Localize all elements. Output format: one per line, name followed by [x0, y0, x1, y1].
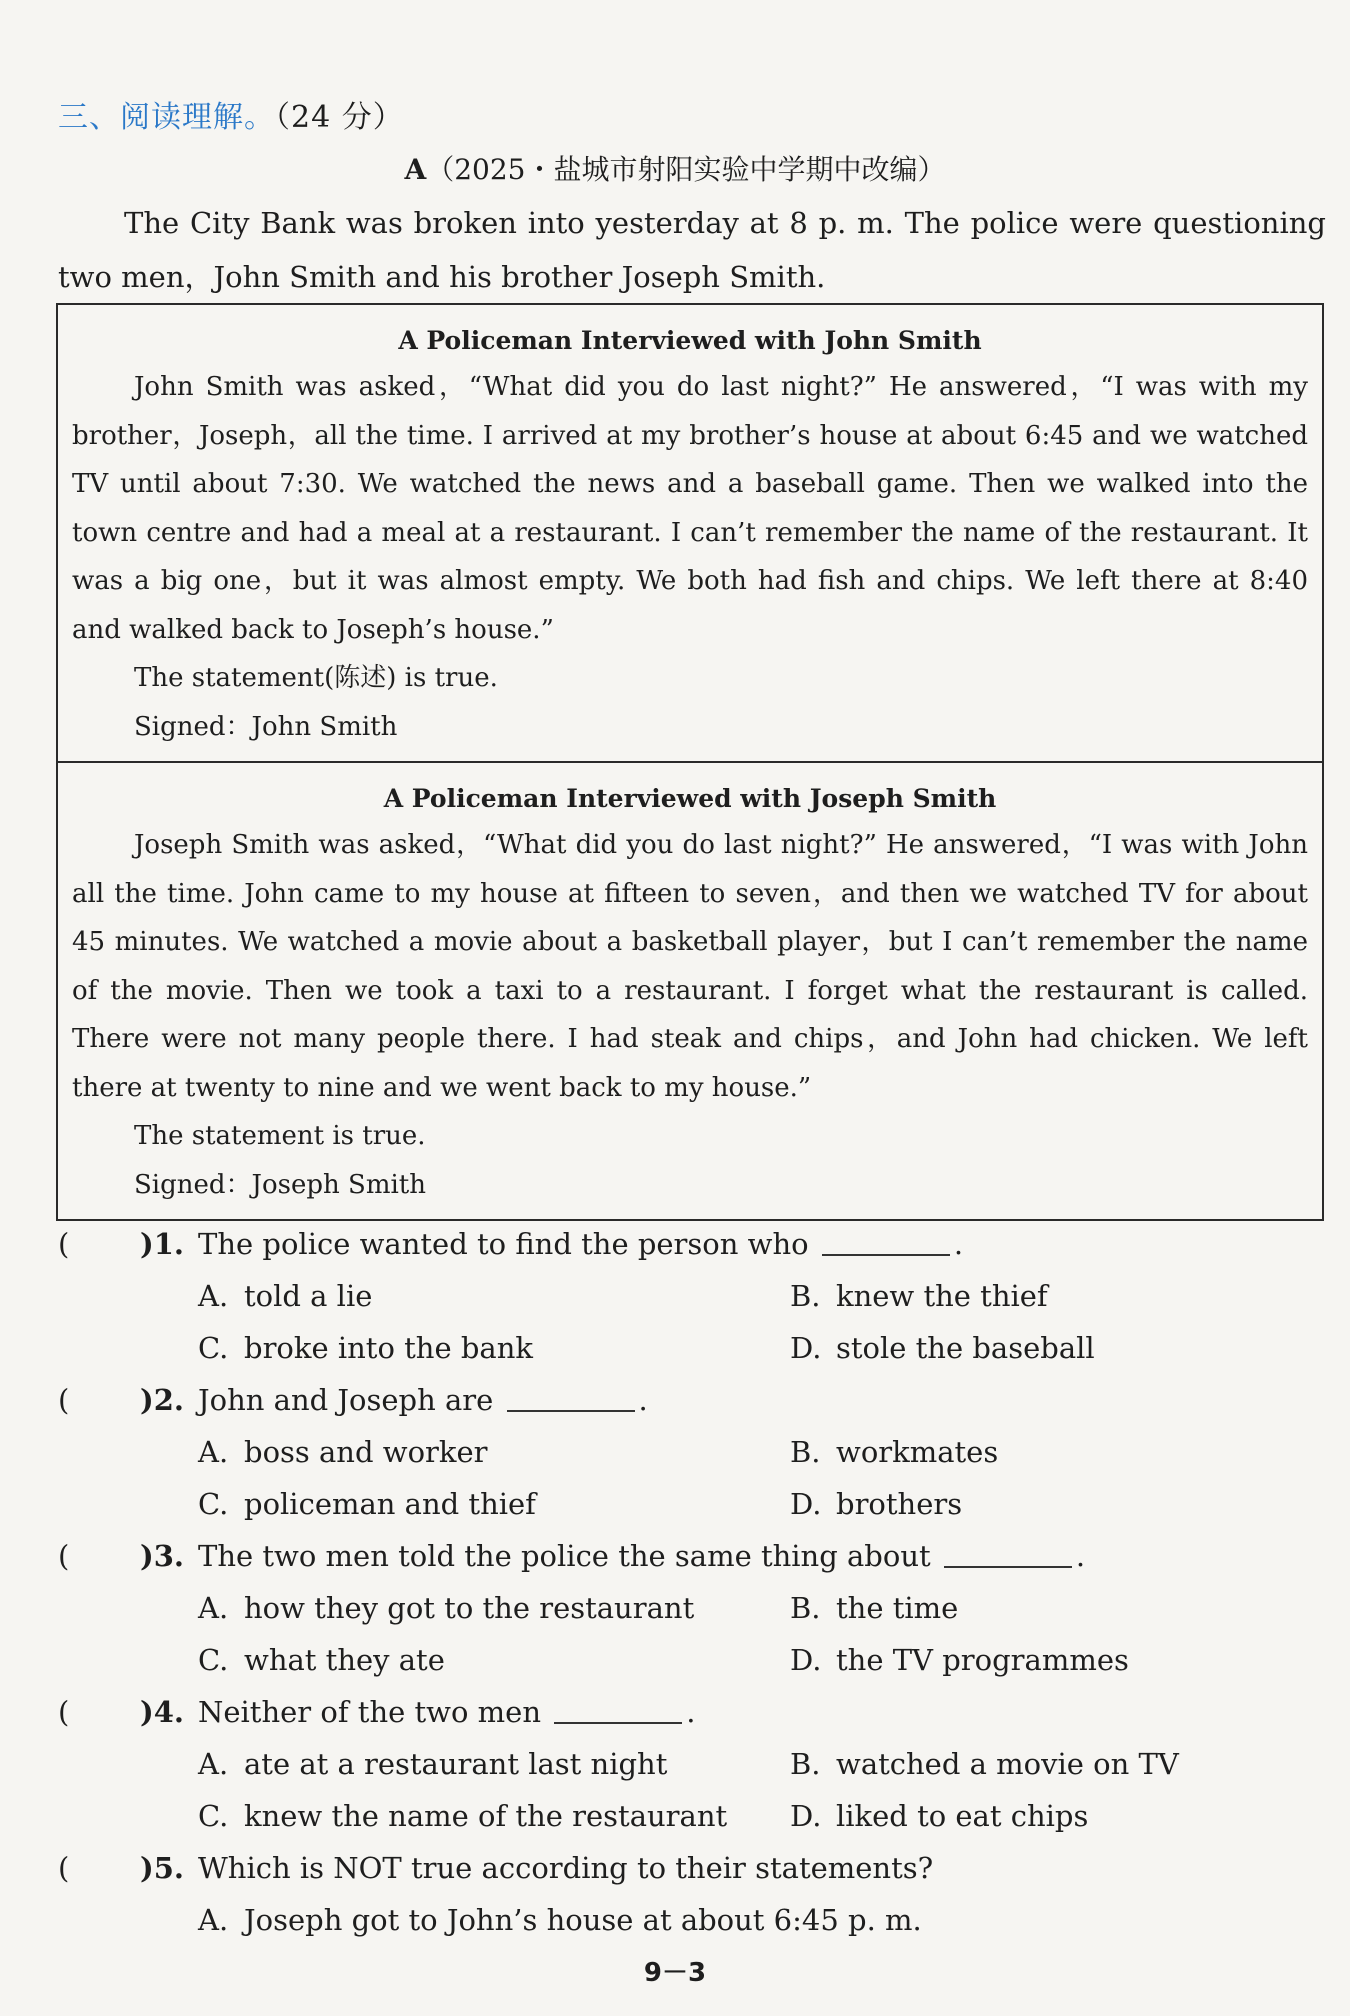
- passage-title: [0, 148, 1350, 188]
- question-number: )5.: [140, 1851, 184, 1885]
- option-a[interactable]: [198, 1270, 372, 1322]
- option-a[interactable]: [198, 1582, 694, 1634]
- options-row: [58, 1322, 1326, 1374]
- option-letter: D.: [790, 1799, 822, 1833]
- option-text: liked to eat chips: [836, 1799, 1089, 1833]
- option-letter: D.: [790, 1487, 822, 1521]
- option-d[interactable]: [790, 1478, 962, 1530]
- answer-blank[interactable]: [507, 1380, 635, 1412]
- section-points: （24 分）: [275, 100, 404, 135]
- option-text: the TV programmes: [836, 1643, 1129, 1677]
- signed-joseph: Signed：Joseph Smith: [134, 1169, 426, 1200]
- option-letter: C.: [198, 1487, 229, 1521]
- option-letter: A.: [198, 1279, 229, 1313]
- interview-title-joseph: A Policeman Interviewed with Joseph Smith: [383, 784, 997, 813]
- option-letter: A.: [198, 1435, 229, 1469]
- options-row: [58, 1738, 1326, 1790]
- option-letter: B.: [790, 1591, 821, 1625]
- option-text: brothers: [836, 1487, 963, 1521]
- passage-intro: [58, 196, 1326, 304]
- option-letter: A.: [198, 1903, 229, 1937]
- option-d[interactable]: [790, 1634, 1129, 1686]
- option-letter: C.: [198, 1799, 229, 1833]
- question-stem: Which is NOT true according to their statements?: [198, 1851, 934, 1885]
- page-number: 9－3: [643, 1958, 707, 1988]
- options-row: [58, 1270, 1326, 1322]
- question-number: )2.: [140, 1383, 184, 1417]
- question-2: [58, 1374, 1326, 1426]
- section-heading-text: 三、阅读理解。: [58, 100, 275, 135]
- answer-blank[interactable]: [944, 1536, 1072, 1568]
- option-b[interactable]: [790, 1270, 1048, 1322]
- option-letter: B.: [790, 1435, 821, 1469]
- option-text: boss and worker: [244, 1435, 488, 1469]
- options-row: [58, 1634, 1326, 1686]
- option-text: broke into the bank: [244, 1331, 533, 1365]
- options-row: [58, 1582, 1326, 1634]
- stem-end: .: [1075, 1539, 1086, 1573]
- interview-box-joseph: [58, 761, 1322, 1219]
- answer-paren[interactable]: (: [58, 1383, 70, 1417]
- question-stem: [198, 1530, 1085, 1582]
- stem-end: .: [638, 1383, 648, 1417]
- option-d[interactable]: [790, 1322, 1095, 1374]
- option-text: workmates: [836, 1435, 999, 1469]
- option-text: knew the thief: [836, 1279, 1048, 1313]
- option-letter: D.: [790, 1643, 822, 1677]
- stem-end: .: [953, 1227, 964, 1261]
- option-a[interactable]: [198, 1738, 667, 1790]
- section-heading: [58, 92, 404, 136]
- option-b[interactable]: [790, 1738, 1179, 1790]
- option-text: watched a movie on TV: [836, 1747, 1179, 1781]
- option-text: how they got to the restaurant: [244, 1591, 695, 1625]
- question-stem: [198, 1218, 963, 1270]
- option-a[interactable]: [198, 1894, 922, 1946]
- option-d[interactable]: [790, 1790, 1088, 1842]
- question-5: [58, 1842, 1326, 1894]
- answer-paren[interactable]: (: [58, 1851, 70, 1885]
- options-row: [58, 1790, 1326, 1842]
- option-c[interactable]: [198, 1478, 536, 1530]
- option-letter: A.: [198, 1747, 229, 1781]
- answer-paren[interactable]: (: [58, 1539, 70, 1573]
- interview-box-john: [58, 305, 1322, 761]
- option-letter: D.: [790, 1331, 822, 1365]
- question-4: [58, 1686, 1326, 1738]
- option-c[interactable]: [198, 1634, 445, 1686]
- option-text: ate at a restaurant last night: [244, 1747, 668, 1781]
- option-text: told a lie: [244, 1279, 373, 1313]
- interview-body-john: John Smith was asked，“What did you do last night?” He answered，“I was with my brother，Joseph，all the time. I arrived at my brother’s house at about 6:45 and we watched TV until about 7:30. We watched the news and a baseball game. Then we walked into the town centre and had a meal at a restaurant. I can’t remember the name of the restaurant. It was a big one，but it was almost empty. We both had fish and chips. We left there at 8:40 and walked back to Joseph’s house.”: [72, 372, 1308, 645]
- option-text: what they ate: [244, 1643, 445, 1677]
- answer-paren[interactable]: (: [58, 1695, 70, 1729]
- options-row: [58, 1478, 1326, 1530]
- stem-end: .: [686, 1695, 696, 1729]
- interview-title-john: A Policeman Interviewed with John Smith: [398, 326, 982, 355]
- options-row: [58, 1894, 1326, 1946]
- option-b[interactable]: [790, 1426, 998, 1478]
- option-letter: C.: [198, 1643, 229, 1677]
- statement-joseph: The statement is true.: [134, 1121, 426, 1151]
- option-text: policeman and thief: [244, 1487, 536, 1521]
- question-number: )3.: [140, 1539, 184, 1573]
- stem-text: The police wanted to find the person who: [198, 1227, 809, 1261]
- answer-blank[interactable]: [554, 1692, 682, 1724]
- question-stem: [198, 1374, 648, 1426]
- question-3: [58, 1530, 1326, 1582]
- question-1: [58, 1218, 1326, 1270]
- option-a[interactable]: [198, 1426, 488, 1478]
- answer-blank[interactable]: [822, 1224, 950, 1256]
- option-letter: C.: [198, 1331, 229, 1365]
- question-number: )4.: [140, 1695, 184, 1729]
- option-text: knew the name of the restaurant: [244, 1799, 728, 1833]
- interview-boxes: [56, 303, 1324, 1221]
- interview-body-joseph: Joseph Smith was asked，“What did you do last night?” He answered，“I was with John all the time. John came to my house at fifteen to seven，and then we watched TV for about 45 minutes. We watched a movie about a basketball player，but I can’t remember the name of the movie. Then we took a taxi to a restaurant. I forget what the restaurant is called. There were not many people there. I had steak and chips，and John had chicken. We left there at twenty to nine and we went back to my house.”: [72, 830, 1308, 1103]
- intro-paragraph: The City Bank was broken into yesterday at 8 p. m. The police were questioning two men，John Smith and his brother Joseph Smith.: [58, 206, 1326, 294]
- option-text: stole the baseball: [836, 1331, 1095, 1365]
- option-c[interactable]: [198, 1790, 727, 1842]
- option-b[interactable]: [790, 1582, 958, 1634]
- option-letter: B.: [790, 1747, 821, 1781]
- options-row: [58, 1426, 1326, 1478]
- stem-text: Neither of the two men: [198, 1695, 542, 1729]
- stem-text: John and Joseph are: [198, 1383, 494, 1417]
- passage-source: （2025・盐城市射阳实验中学期中改编）: [426, 153, 946, 186]
- stem-text: The two men told the police the same thing about: [198, 1539, 931, 1573]
- signed-john: Signed：John Smith: [134, 711, 398, 742]
- answer-paren[interactable]: (: [58, 1227, 70, 1261]
- option-letter: B.: [790, 1279, 821, 1313]
- option-text: Joseph got to John’s house at about 6:45 p. m.: [244, 1903, 922, 1937]
- question-number: )1.: [140, 1227, 184, 1261]
- option-letter: A.: [198, 1591, 229, 1625]
- option-text: the time: [836, 1591, 959, 1625]
- question-stem: [198, 1686, 695, 1738]
- statement-john: The statement(陈述) is true.: [134, 663, 498, 693]
- option-c[interactable]: [198, 1322, 533, 1374]
- question-list: [58, 1218, 1326, 1946]
- passage-label: A: [404, 153, 427, 186]
